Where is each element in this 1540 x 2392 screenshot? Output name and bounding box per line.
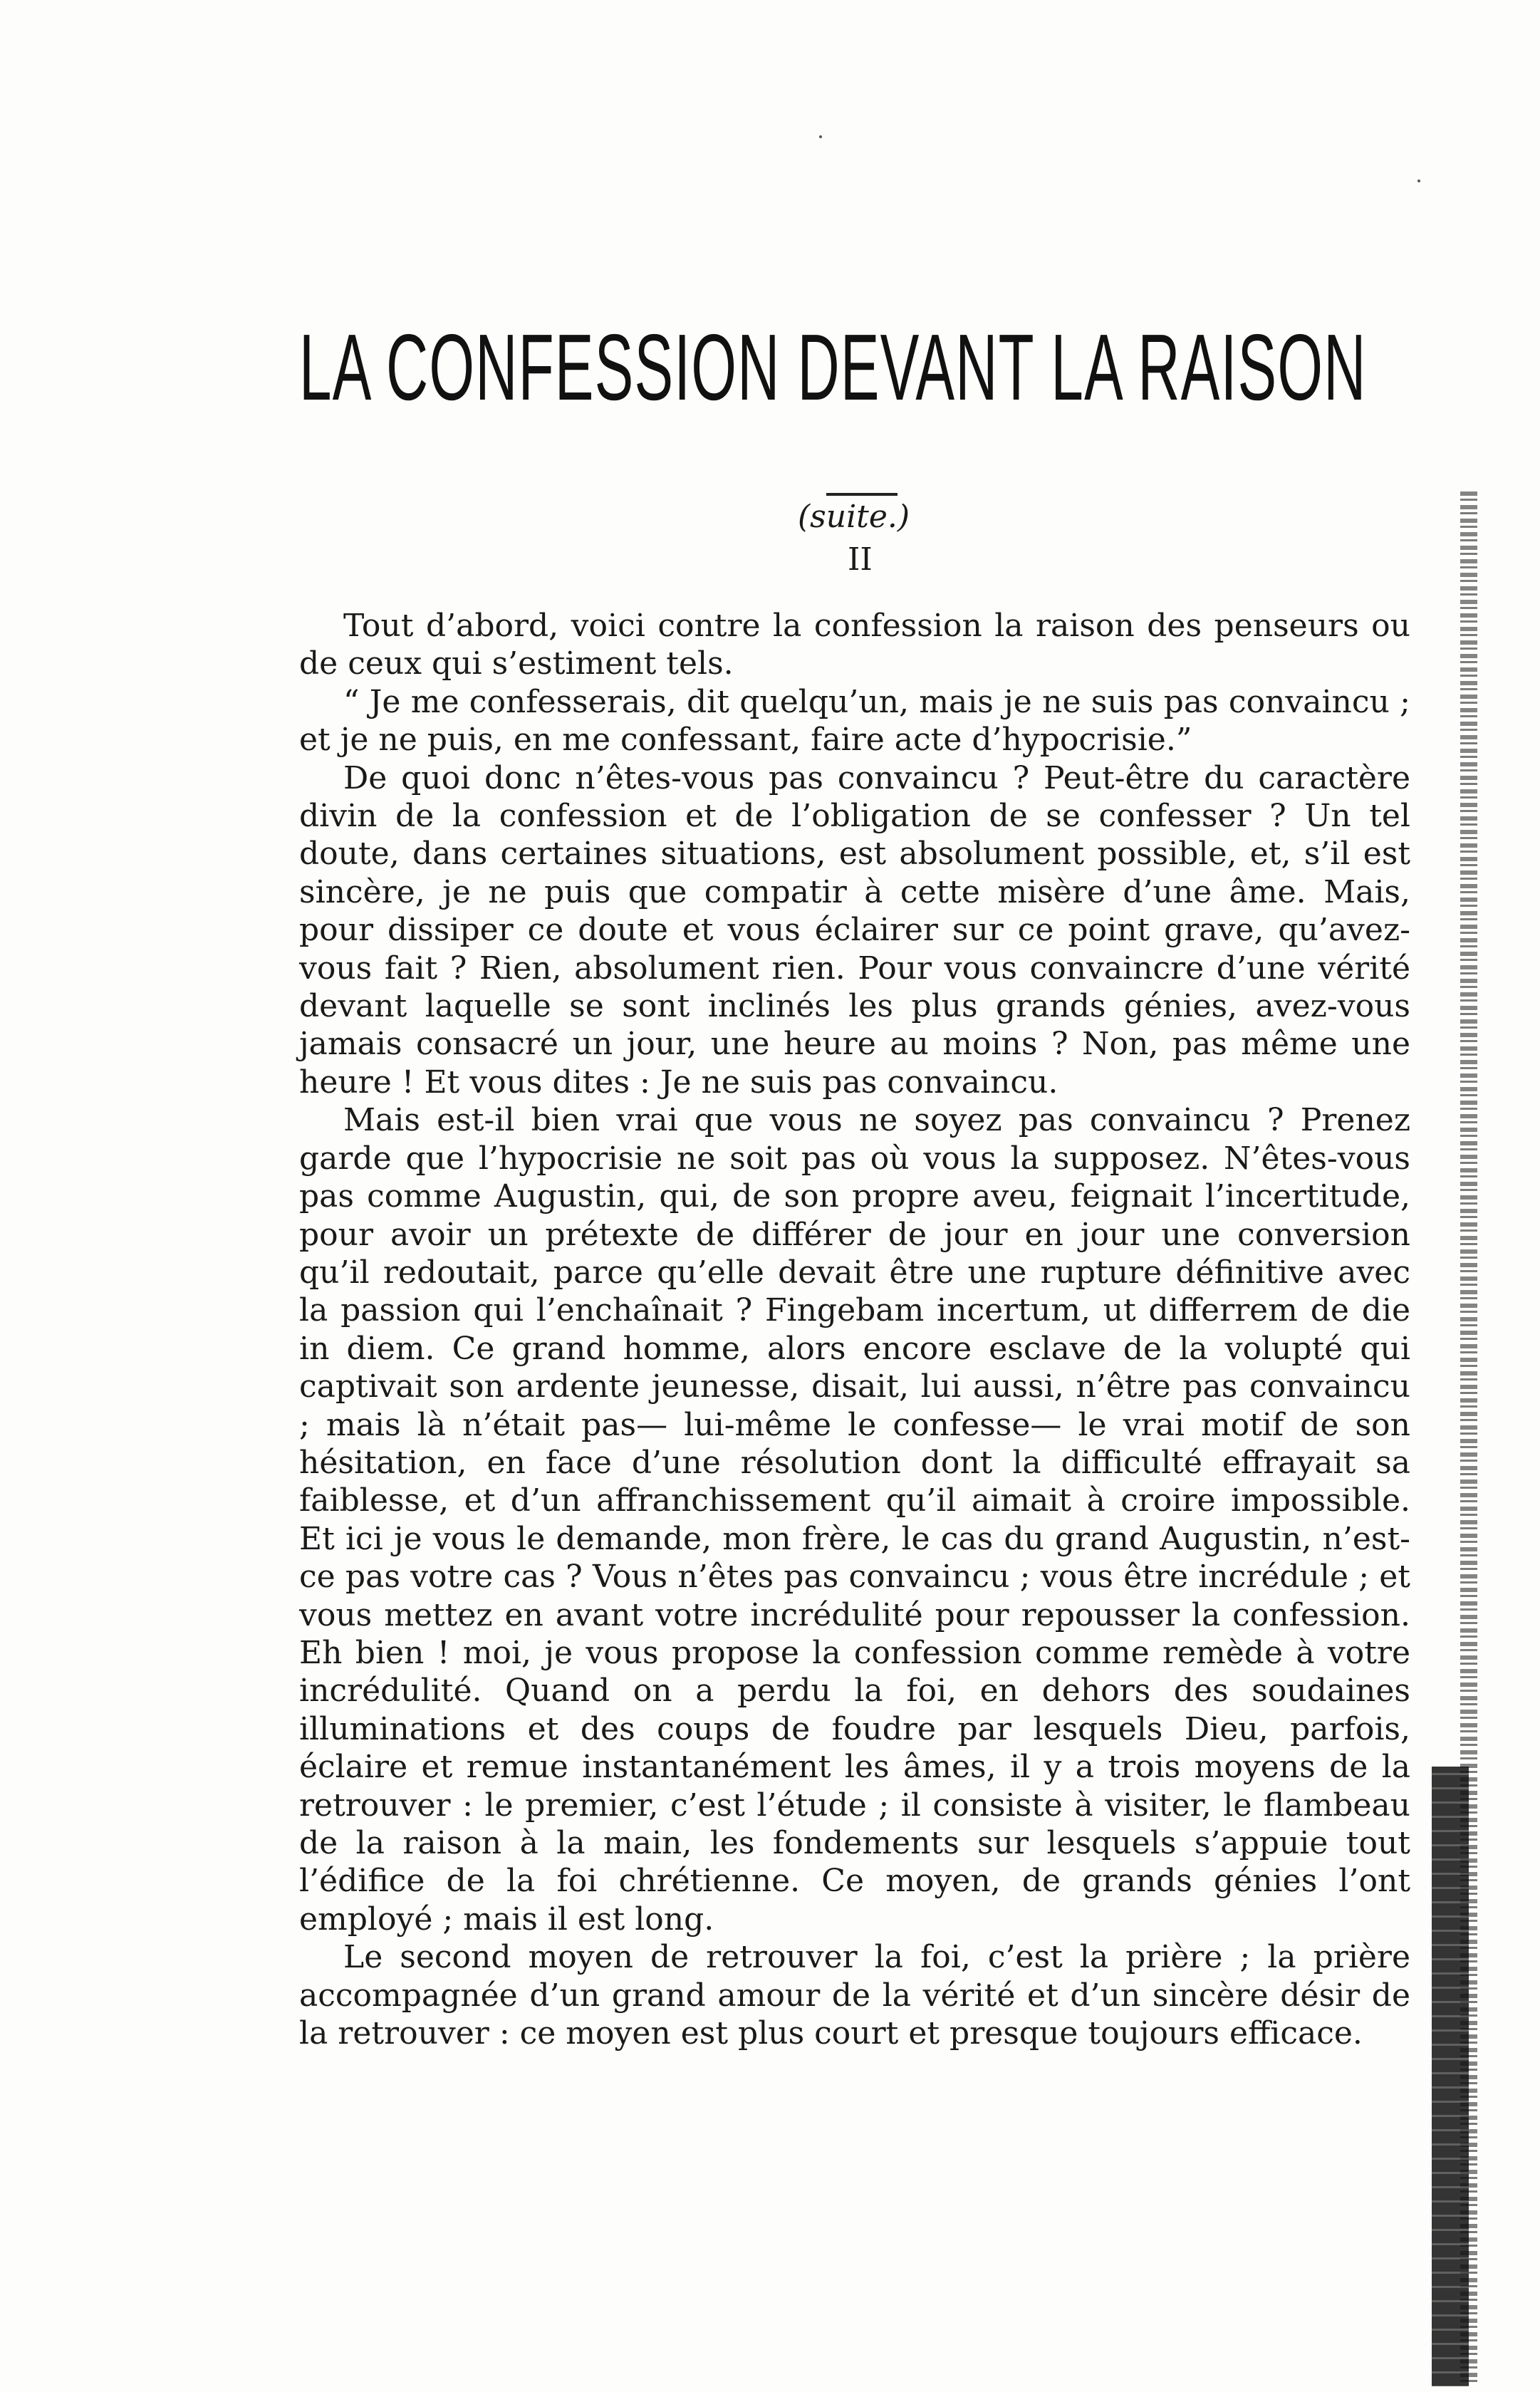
scan-speck: [1417, 180, 1420, 182]
title-rule: [826, 493, 898, 496]
body-text: [299, 607, 1410, 2052]
paragraph: De quoi donc n’êtes-vous pas convaincu ? Peut-être du caractère divin de la confession et de l’obligation de se confesser ? Un tel doute, dans certaines situations, est absolument possible, et, s’il est sincère, je ne puis que compatir à cette misère d’une âme. Mais, pour dissiper ce doute et vous éclairer sur ce point grave, qu’avez-vous fait ? Rien, absolument rien. Pour vous convaincre d’une vérité devant laquelle se sont inclinés les plus grands génies, avez-vous jamais consacré un jour, une heure au moins ? Non, pas même une heure ! Et vous dites : Je ne suis pas convaincu.: [299, 759, 1410, 1101]
paragraph: Mais est-il bien vrai que vous ne soyez pas convaincu ? Prenez garde que l’hypocrisie ne soit pas où vous la supposez. N’êtes-vous pas comme Augustin, qui, de son propre aveu, feignait l’incertitude, pour avoir un prétexte de différer de jour en jour une conversion qu’il redoutait, parce qu’elle devait être une rupture définitive avec la passion qui l’enchaînait ? Fingebam incertum, ut differrem de die in diem. Ce grand homme, alors encore esclave de la volupté qui captivait son ardente jeunesse, disait, lui aussi, n’être pas convaincu ; mais là n’était pas— lui-même le confesse— le vrai motif de son hésitation, en face d’une résolution dont la difficulté effrayait sa faiblesse, et d’un affranchissement qu’il aimait à croire impossible. Et ici je vous le demande, mon frère, le cas du grand Augustin, n’est-ce pas votre cas ? Vous n’êtes pas convaincu ; vous être incrédule ; et vous mettez en avant votre incrédulité pour repousser la confession. Eh bien ! moi, je vous propose la confession comme remède à votre incrédulité. Quand on a perdu la foi, en dehors des soudaines illuminations et des coups de foudre par lesquels Dieu, parfois, éclaire et remue instantanément les âmes, il y a trois moyens de la retrouver : le premier, c’est l’étude ; il consiste à visiter, le flambeau de la raison à la main, les fondements sur lesquels s’appuie tout l’édifice de la foi chrétienne. Ce moyen, de grands génies l’ont employé ; mais il est long.: [299, 1102, 1410, 1938]
paragraph: Le second moyen de retrouver la foi, c’est la prière ; la prière accompagnée d’un grand amour de la vérité et d’un sincère désir de la retrouver : ce moyen est plus court et presque toujours efficace.: [299, 1939, 1410, 2052]
page-edge-dark-band: [1432, 1767, 1469, 2386]
paragraph: Tout d’abord, voici contre la confession la raison des penseurs ou de ceux qui s’estiment tels.: [299, 608, 1410, 682]
subtitle: (suite.): [798, 499, 910, 535]
scan-speck: [819, 135, 822, 138]
section-number: II: [848, 541, 873, 578]
page-title: LA CONFESSION DEVANT LA RAISON: [299, 315, 1367, 420]
paragraph: “ Je me confesserais, dit quelqu’un, mais je ne suis pas convaincu ; et je ne puis, en me confessant, faire acte d’hypocrisie.”: [299, 683, 1410, 759]
